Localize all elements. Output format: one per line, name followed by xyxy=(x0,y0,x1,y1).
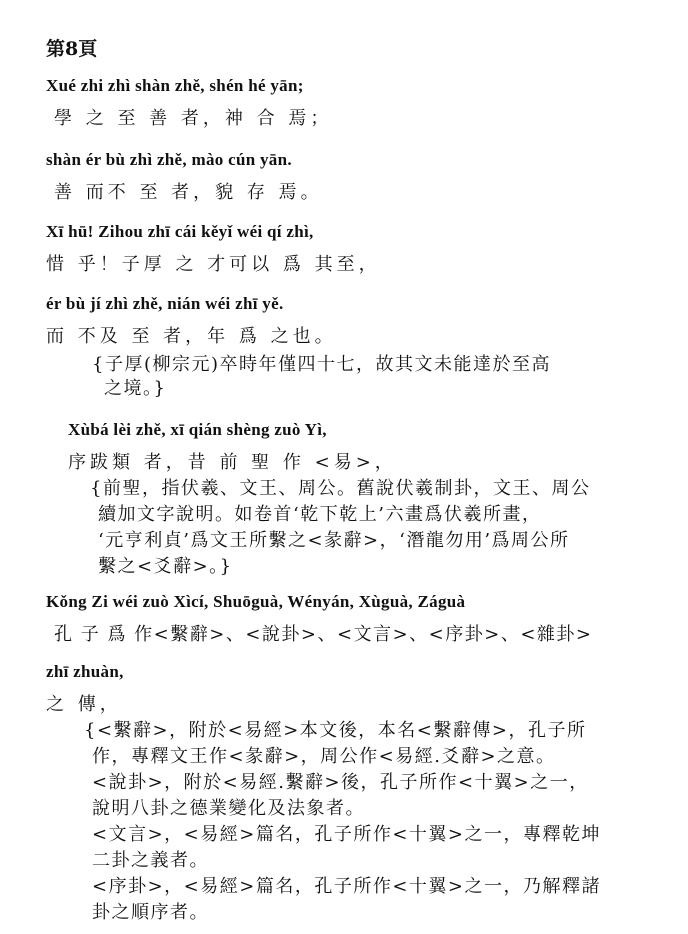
page-number: 第8頁 xyxy=(46,38,98,60)
verse-6-pinyin: Kǒng Zi wéi zuò Xìcí, Shuōguà, Wényán, Xùguà, Záguà xyxy=(46,592,466,611)
note-3-line-8: 卦之順序者。 xyxy=(92,902,209,923)
verse-3-pinyin: Xī hū! Zihou zhī cái kěyǐ wéi qí zhì, xyxy=(46,222,314,241)
note-3-line-1: {<繫辭>，附於<易經>本文後，本名<繫辭傳>，孔子所 xyxy=(84,720,587,741)
note-3-line-4: 說明八卦之德業變化及法象者。 xyxy=(92,798,365,819)
note-3-line-3: <說卦>，附於<易經.繫辭>後，孔子所作<十翼>之一， xyxy=(92,772,589,793)
note-1-line-1: {子厚(柳宗元)卒時年僅四十七，故其文未能達於至高 xyxy=(92,354,551,375)
note-2-line-3: ‘元亨利貞’爲文王所繫之<彖辭>，‘潛龍勿用’爲周公所 xyxy=(98,530,570,551)
verse-3-chinese: 惜 乎！子厚 之 才可以 爲 其至， xyxy=(46,254,381,275)
verse-5-chinese: 序跋類 者，昔 前 聖 作 <易>， xyxy=(68,452,397,473)
verse-4-chinese: 而 不及 至 者，年 爲 之也。 xyxy=(46,326,337,347)
note-1-line-2: 之境。} xyxy=(104,378,167,399)
verse-4-pinyin: ér bù jí zhì zhě, nián wéi zhī yě. xyxy=(46,294,284,313)
verse-6-chinese: 孔 子 爲 作<繫辭>、<說卦>、<文言>、<序卦>、<雜卦> xyxy=(54,624,593,645)
verse-2-chinese: 善 而不 至 者，貌 存 焉。 xyxy=(54,182,323,203)
verse-5-pinyin: Xùbá lèi zhě, xī qián shèng zuò Yì, xyxy=(68,420,327,439)
verse-7-pinyin: zhī zhuàn, xyxy=(46,662,124,681)
note-3-line-7: <序卦>，<易經>篇名，孔子所作<十翼>之一，乃解釋諸 xyxy=(92,876,601,897)
note-2-line-2: 續加文字說明。如卷首‘乾下乾上’六畫爲伏羲所畫， xyxy=(98,504,542,525)
note-3-line-5: <文言>，<易經>篇名，孔子所作<十翼>之一，專釋乾坤 xyxy=(92,824,601,845)
note-3-line-6: 二卦之義者。 xyxy=(92,850,209,871)
note-3-line-2: 作，專釋文王作<彖辭>，周公作<易經.爻辭>之意。 xyxy=(92,746,556,767)
verse-1-pinyin: Xué zhi zhì shàn zhě, shén hé yān; xyxy=(46,76,304,95)
note-2-line-1: {前聖，指伏羲、文王、周公。舊說伏羲制卦，文王、周公 xyxy=(90,478,591,499)
verse-1-chinese: 學 之 至 善 者，神 合 焉； xyxy=(54,108,333,129)
verse-2-pinyin: shàn ér bù zhì zhě, mào cún yān. xyxy=(46,150,292,169)
note-2-line-4: 繫之<爻辭>。} xyxy=(98,556,233,577)
verse-7-chinese: 之 傳， xyxy=(46,694,122,715)
